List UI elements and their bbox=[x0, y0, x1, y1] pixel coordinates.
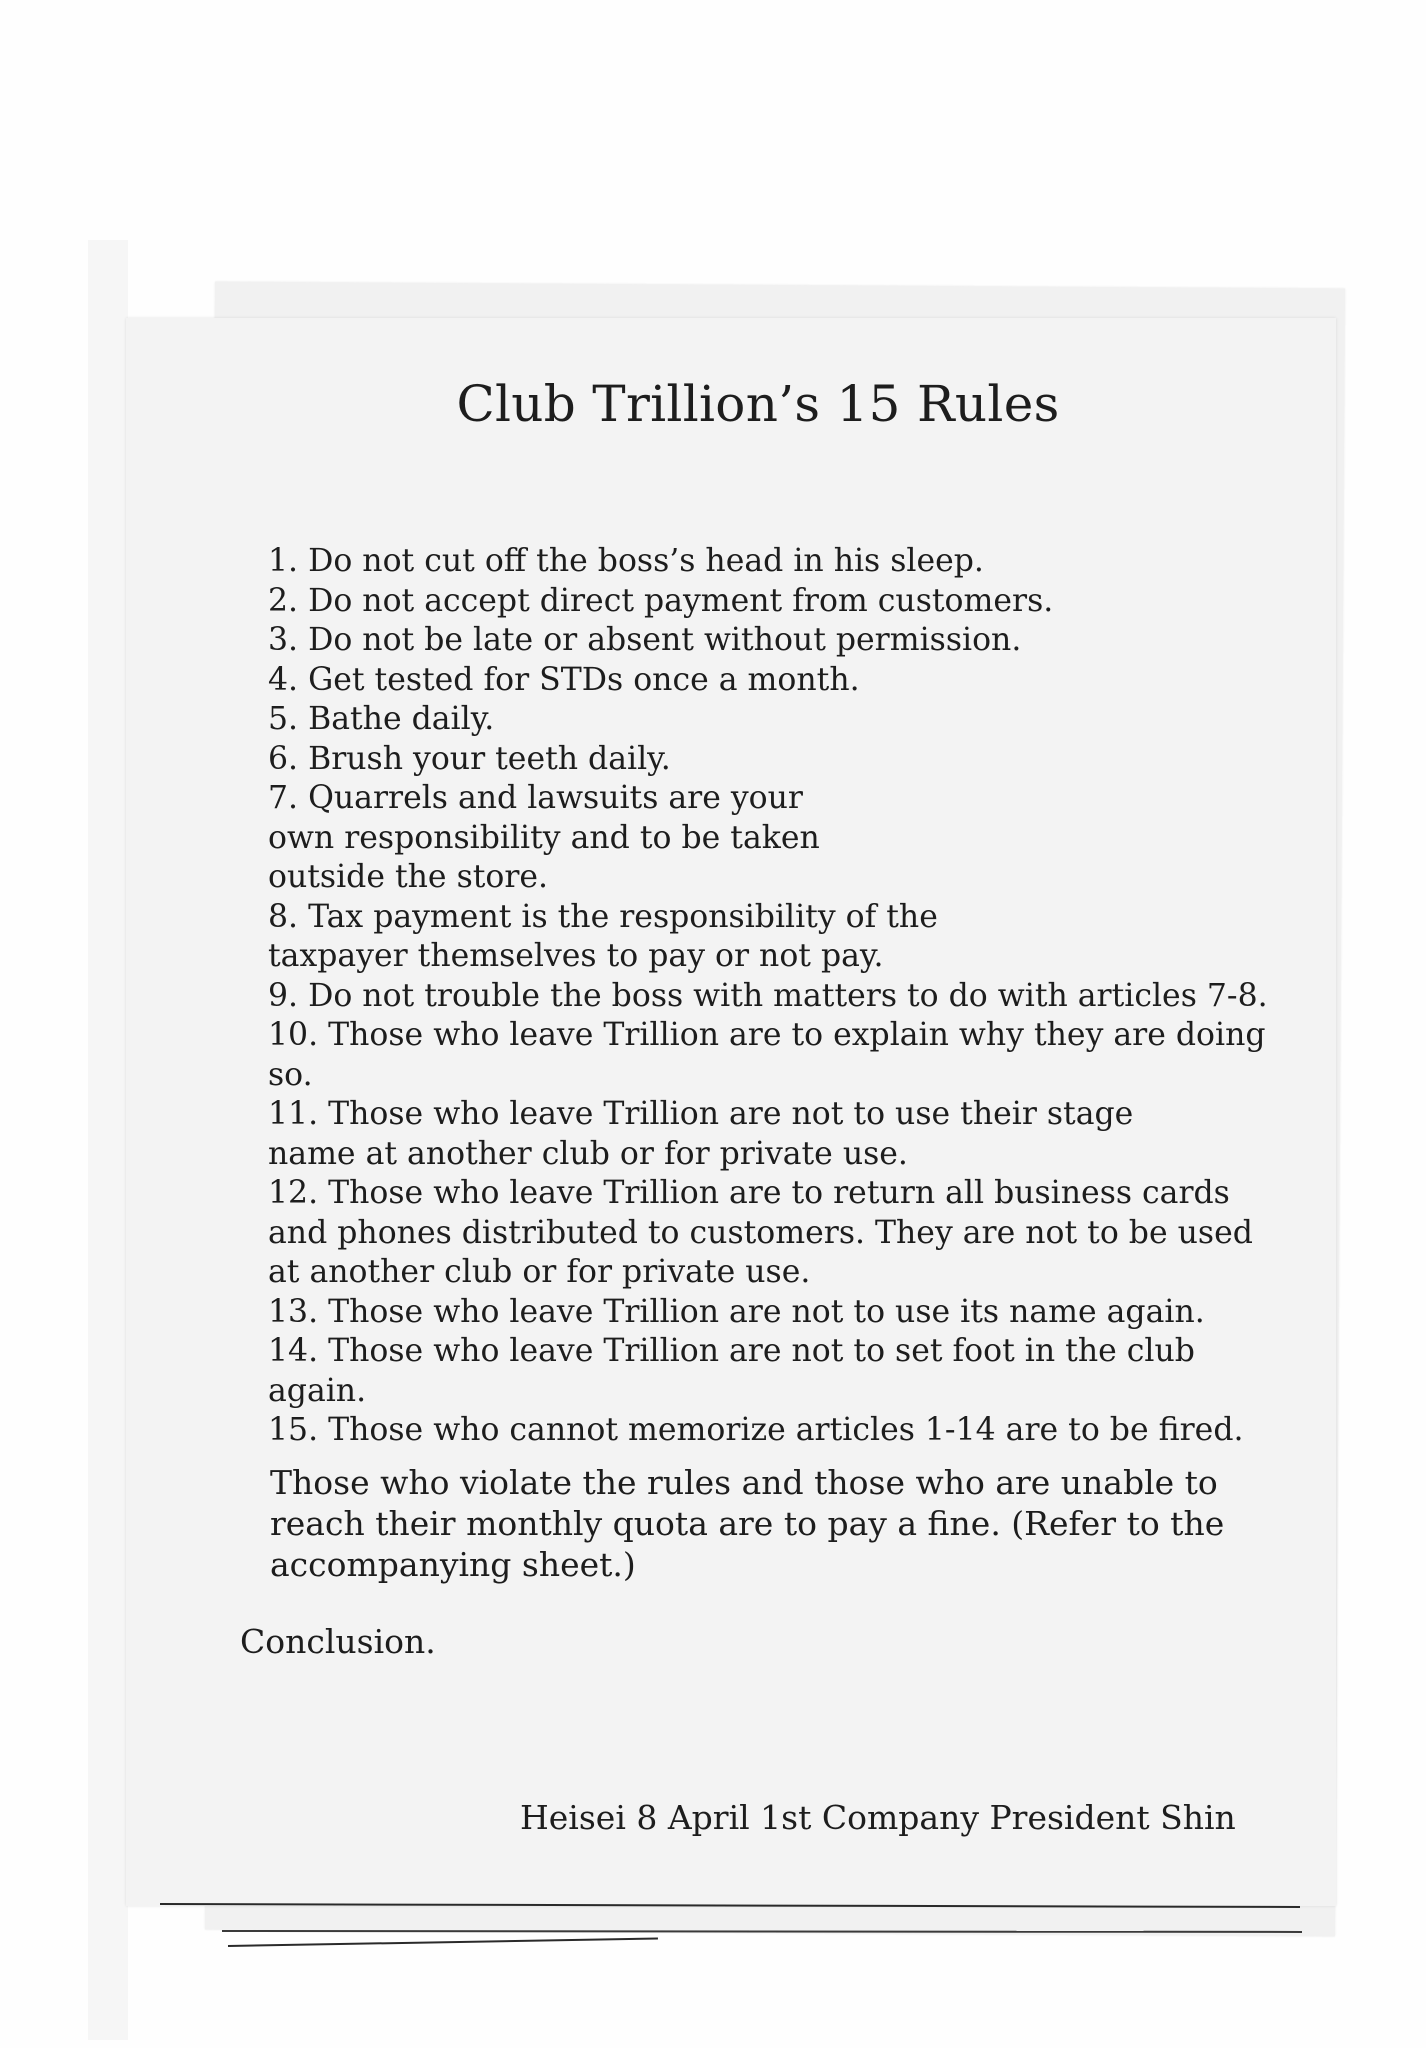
rule-item: 5. Bathe daily. bbox=[268, 701, 495, 737]
rule-item: 10. Those who leave Trillion are to explain why they are doing so. bbox=[268, 1017, 1266, 1093]
rule-item: 13. Those who leave Trillion are not to use its name again. bbox=[268, 1293, 1205, 1330]
rule-item: 15. Those who cannot memorize articles 1-14 are to be fired. bbox=[268, 1412, 1244, 1448]
rules-list bbox=[268, 542, 1288, 1451]
paper-edge bbox=[88, 240, 128, 2040]
sheet-bottom-edge bbox=[228, 1937, 658, 1947]
conclusion-text: Conclusion. bbox=[240, 1622, 436, 1661]
rule-item: 9. Do not trouble the boss with matters to do with articles 7-8. bbox=[268, 977, 1268, 1014]
rule-item: 12. Those who leave Trillion are to return all business cards and phones distributed to customers. They are not to be used at another club or for private use. bbox=[268, 1175, 1253, 1290]
rule-item: 8. Tax payment is the responsibility of the taxpayer themselves to pay or not pay. bbox=[268, 898, 938, 974]
closing-paragraph: Those who violate the rules and those who are unable to reach their monthly quota are to pay a fine. (Refer to the accompanying sheet.) bbox=[270, 1463, 1225, 1584]
signature-line: Heisei 8 April 1st Company President Shin bbox=[520, 1798, 1236, 1837]
rule-item: 14. Those who leave Trillion are not to set foot in the club again. bbox=[268, 1333, 1195, 1409]
rule-item: 3. Do not be late or absent without permission. bbox=[268, 622, 1022, 658]
rule-item: 11. Those who leave Trillion are not to use their stage name at another club or for private use. bbox=[268, 1096, 1134, 1172]
rule-item: 1. Do not cut off the boss’s head in his sleep. bbox=[268, 543, 984, 579]
rule-item: 4. Get tested for STDs once a month. bbox=[268, 661, 860, 698]
rule-item: 2. Do not accept direct payment from customers. bbox=[268, 582, 1054, 619]
rule-item: 7. Quarrels and lawsuits are your own responsibility and to be taken outside the store. bbox=[268, 780, 820, 895]
rule-item: 6. Brush your teeth daily. bbox=[268, 740, 671, 777]
document-title: Club Trillion’s 15 Rules bbox=[456, 375, 1060, 433]
